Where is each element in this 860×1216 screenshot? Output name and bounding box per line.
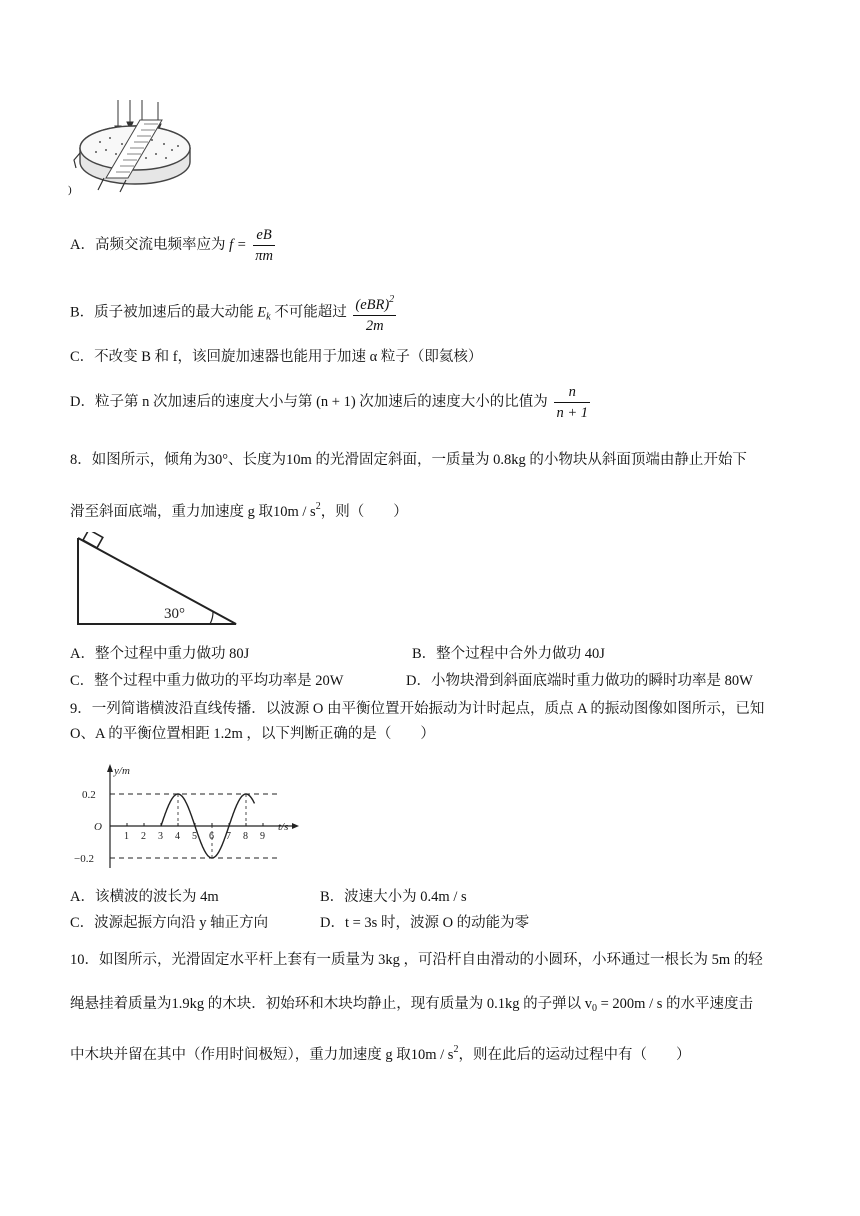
block-icon — [83, 532, 103, 548]
q9-stem-line1: 9．一列简谐横波沿直线传播．以波源 O 由平衡位置开始振动为计时起点，质点 A 的振动图像如图所示，已知 — [70, 701, 765, 717]
q7-option-a: A．高频交流电频率应为 f = $\frac{eB}{\pi m}$ — [70, 227, 273, 264]
q8-option-b: B．整个过程中合外力做功 40J — [412, 646, 605, 662]
q9-stem-line2: O、A 的平衡位置相距 1.2m ，以下判断正确的是（ ） — [70, 726, 435, 742]
y-tick-label: 0.2 — [82, 789, 96, 801]
incline-figure — [72, 532, 242, 630]
cyclotron-figure — [70, 98, 200, 193]
q7-option-d: D．粒子第 n 次加速后的速度大小与第 (n + 1) 次加速后的速度大小的比值为 $\frac{n}{n + 1}$ — [70, 384, 588, 421]
x-tick-label: 3 — [158, 831, 163, 842]
x-tick-label: 5 — [192, 831, 197, 842]
q7-option-c: C．不改变 B 和 f，该回旋加速器也能用于加速 α 粒子（即氦核） — [70, 349, 483, 365]
x-tick-label: 1 — [124, 831, 129, 842]
q10-stem-line1: 10．如图所示，光滑固定水平杆上套有一质量为 3kg ，可沿杆自由滑动的小圆环，小环通过一根长为 5m 的轻 — [70, 952, 763, 968]
x-axis-arrow — [292, 823, 299, 829]
q8-option-c: C．整个过程中重力做功的平均功率是 20W — [70, 673, 344, 689]
origin-label: O — [94, 821, 102, 833]
x-tick-label: 8 — [243, 831, 248, 842]
x-tick-label: 6 — [209, 831, 214, 842]
optA-fraction: $\frac{eB}{\pi m}$ — [255, 227, 273, 264]
y-axis-arrow — [107, 764, 113, 772]
q9-option-d: D．t = 3s 时，波源 O 的动能为零 — [320, 915, 530, 931]
q8-stem-line2: 滑至斜面底端，重力加速度 g 取$10m / s^2$，则（ ） — [70, 501, 408, 520]
y-tick-label: −0.2 — [74, 853, 94, 865]
y-axis-label: y/m — [114, 765, 130, 777]
x-tick-label: 4 — [175, 831, 180, 842]
x-tick-label: 7 — [226, 831, 231, 842]
q10-stem-line2: 绳悬挂着质量为1.9kg 的木块．初始环和木块均静止，现有质量为 0.1kg 的子弹以 $v_0 = 200m / s$ 的水平速度击 — [70, 996, 754, 1014]
x-axis-label: t/s — [278, 821, 289, 833]
x-tick-label: 2 — [141, 831, 146, 842]
q10-stem-line3: 中木块并留在其中（作用时间极短），重力加速度 g 取$10m / s^2$，则在此后的运动过程中有（ ） — [70, 1044, 691, 1063]
optB-fraction: $\frac{(eBR)^2}{2m}$ — [353, 290, 396, 336]
optD-fraction: $\frac{n}{n + 1}$ — [556, 384, 588, 421]
q9-option-b: B．波速大小为 0.4m / s — [320, 889, 467, 905]
q8-stem-line1: 8．如图所示，倾角为30°、长度为10m 的光滑固定斜面，一质量为 0.8kg 的小物块从斜面顶端由静止开始下 — [70, 452, 747, 468]
x-tick-label: 9 — [260, 831, 265, 842]
q8-option-a: A．整个过程中重力做功 80J — [70, 646, 250, 662]
q8-option-d: D．小物块滑到斜面底端时重力做功的瞬时功率是 80W — [406, 673, 753, 689]
q9-option-c: C．波源起振方向沿 y 轴正方向 — [70, 915, 269, 931]
vibration-chart — [70, 748, 300, 870]
figure-caption: ) — [68, 184, 72, 196]
q9-option-a: A．该横波的波长为 4m — [70, 889, 219, 905]
q7-option-b: B．质子被加速后的最大动能 $E_k$ 不可能超过 $\frac{(eBR)^2}{2m}$ — [70, 290, 399, 336]
angle-label: 30° — [164, 606, 185, 622]
